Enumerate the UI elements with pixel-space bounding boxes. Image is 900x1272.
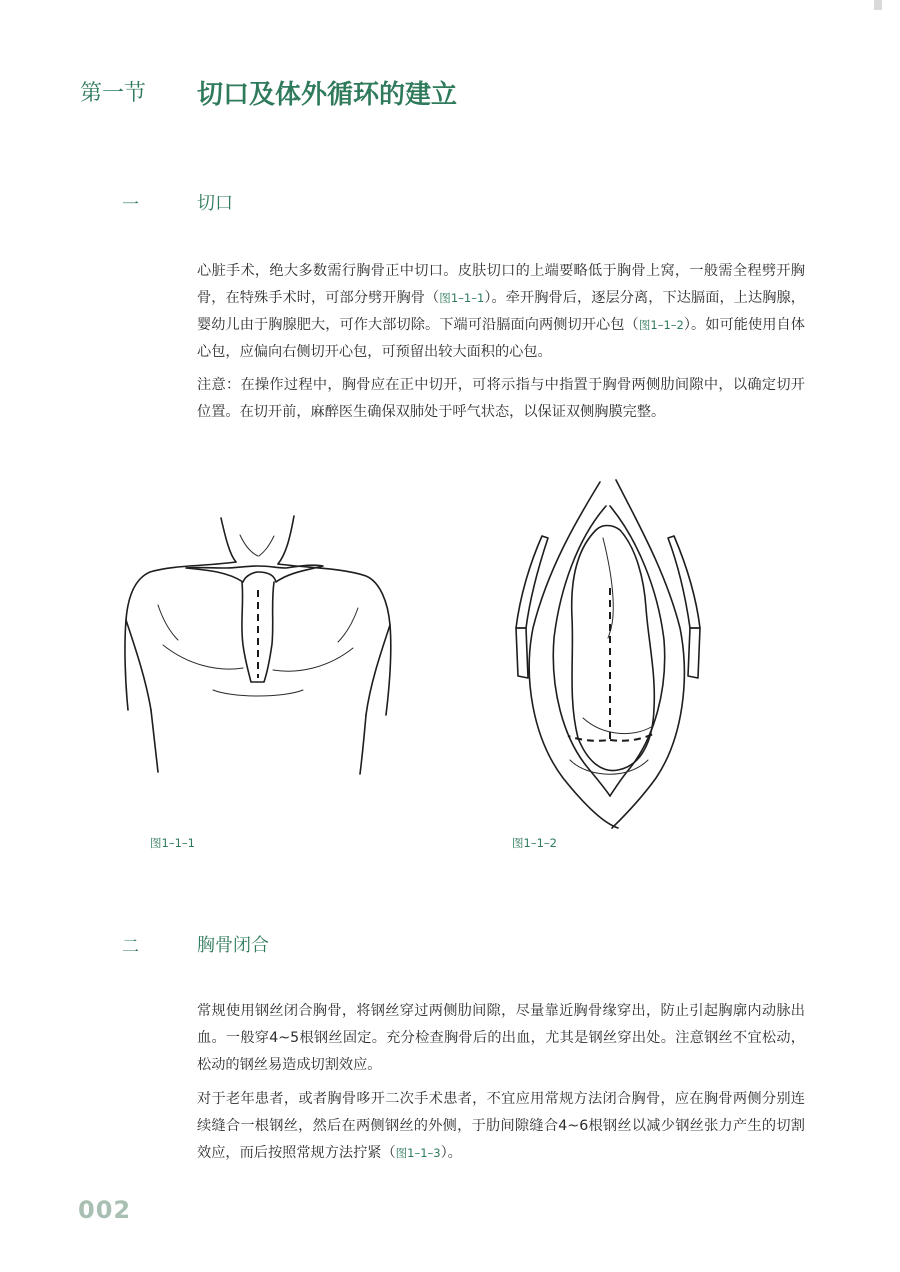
figure-caption-2: 图1–1–2	[512, 836, 557, 850]
section-title: 切口及体外循环的建立	[197, 80, 458, 110]
chest-illustration	[118, 510, 418, 780]
subsection-number-2: 二	[122, 937, 139, 957]
page-number: 002	[78, 1196, 132, 1224]
corner-mark	[874, 0, 882, 10]
figure-reference: 图1–1–3	[395, 1146, 441, 1160]
paragraph-elderly-patients: 对于老年患者，或者胸骨哆开二次手术患者，不宜应用常规方法闭合胸骨，应在胸骨两侧分别连续缝合一根钢丝，然后在两侧钢丝的外侧，于肋间隙缝合4~6根钢丝以减少钢丝张力产生的切割效应，而后按照常规方法拧紧（图1–1–3）。	[197, 1091, 805, 1161]
paragraph-note: 注意：在操作过程中，胸骨应在正中切开，可将示指与中指置于胸骨两侧肋间隙中，以确定切开位置。在切开前，麻醉医生确保双肺处于呼气状态，以保证双侧胸膜完整。	[197, 377, 805, 420]
paragraph-sternal-closure: 常规使用钢丝闭合胸骨，将钢丝穿过两侧肋间隙，尽量靠近胸骨缘穿出，防止引起胸廓内动脉出血。一般穿4~5根钢丝固定。充分检查胸骨后的出血，尤其是钢丝穿出处。注意钢丝不宜松动，松动的钢丝易造成切割效应。	[197, 1003, 805, 1073]
figure-reference: 图1–1–1	[439, 291, 485, 305]
subsection-title-incision: 切口	[197, 193, 233, 214]
subsection-number-1: 一	[122, 195, 139, 215]
pericardium-illustration	[508, 478, 708, 830]
figure-pericardium-opening	[508, 478, 708, 830]
figure-reference: 图1–1–2	[638, 318, 684, 332]
paragraph-incision: 心脏手术，绝大多数需行胸骨正中切口。皮肤切口的上端要略低于胸骨上窝，一般需全程劈开胸骨，在特殊手术时，可部分劈开胸骨（图1–1–1）。牵开胸骨后，逐层分离，下达膈面，上达胸腺，婴幼儿由于胸腺肥大，可作大部切除。下端可沿膈面向两侧切开心包（图1–1–2）。如可能使用自体心包，应偏向右侧切开心包，可预留出较大面积的心包。	[197, 263, 805, 360]
section-number: 第一节	[80, 81, 147, 106]
figure-chest-incision	[118, 510, 418, 780]
subsection-title-sternal-closure: 胸骨闭合	[197, 935, 269, 956]
figure-caption-1: 图1–1–1	[150, 836, 195, 850]
